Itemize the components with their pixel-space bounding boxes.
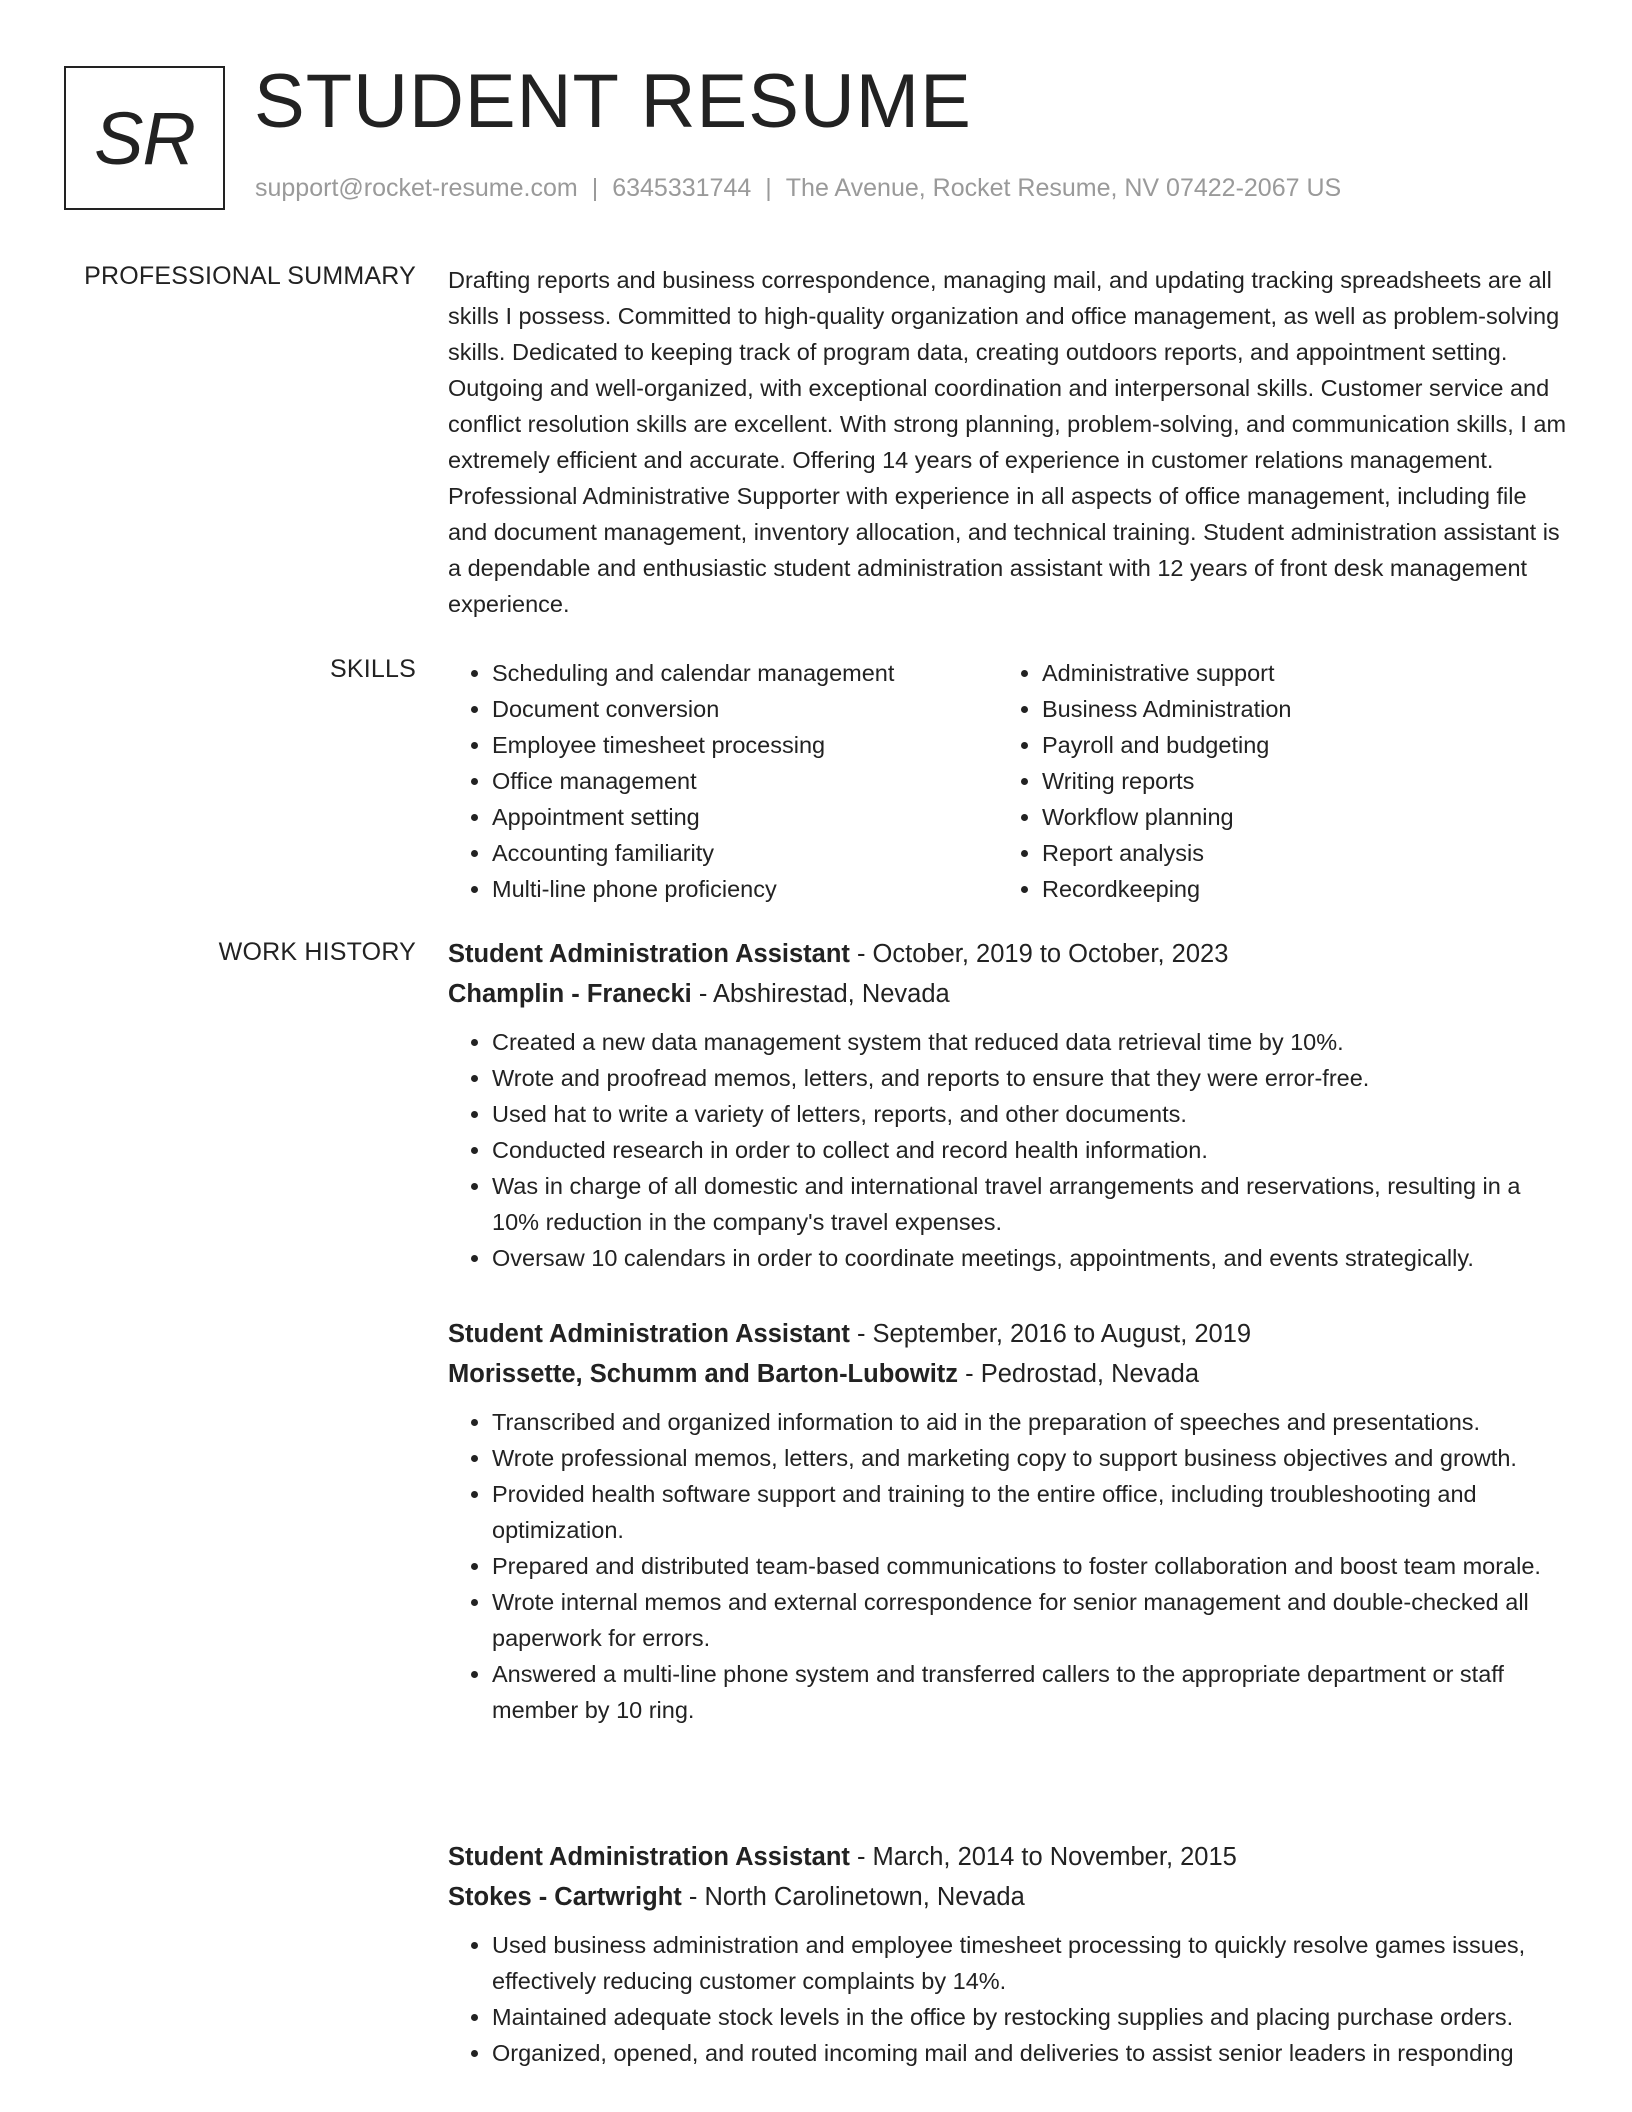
job-bullet: • Was in charge of all domestic and international travel arrangements and reservations, resulting in a 10% reduction in the company's travel expenses. — [492, 1168, 1568, 1240]
skill-item: • Scheduling and calendar management — [492, 655, 998, 691]
job-bullet: • Oversaw 10 calendars in order to coordinate meetings, appointments, and events strategically. — [492, 1240, 1568, 1276]
skill-item: • Accounting familiarity — [492, 835, 998, 871]
job-location: - Pedrostad, Nevada — [958, 1360, 1199, 1388]
job-company-line — [448, 1877, 1568, 1917]
job-bullet: • Transcribed and organized information to aid in the preparation of speeches and presentations. — [492, 1404, 1568, 1440]
job-bullet: • Conducted research in order to collect and record health information. — [492, 1132, 1568, 1168]
skills-columns — [448, 655, 1548, 907]
skill-item: • Business Administration — [1042, 691, 1548, 727]
job-title-line — [448, 1314, 1568, 1354]
page-title: STUDENT RESUME — [254, 59, 972, 144]
skill-item: • Office management — [492, 763, 998, 799]
skill-item: • Report analysis — [1042, 835, 1548, 871]
skills-list-right — [998, 655, 1548, 907]
job-bullet: • Created a new data management system that reduced data retrieval time by 10%. — [492, 1024, 1568, 1060]
job-company: Stokes - Cartwright — [448, 1883, 682, 1911]
job-company-line — [448, 1354, 1568, 1394]
skill-item: • Workflow planning — [1042, 799, 1548, 835]
job-dates: - March, 2014 to November, 2015 — [849, 1843, 1237, 1871]
job-title-line — [448, 934, 1568, 974]
contact-email[interactable]: support@rocket-resume.com — [255, 174, 578, 202]
job-bullet: • Prepared and distributed team-based communications to foster collaboration and boost team morale. — [492, 1548, 1568, 1584]
job-bullets — [448, 1927, 1568, 2071]
monogram-logo: SR — [64, 66, 225, 210]
job-bullet: • Used hat to write a variety of letters, reports, and other documents. — [492, 1096, 1568, 1132]
skill-item: • Appointment setting — [492, 799, 998, 835]
skill-item: • Writing reports — [1042, 763, 1548, 799]
job-bullet: • Provided health software support and training to the entire office, including troubleshooting and optimization. — [492, 1476, 1568, 1548]
skill-item: • Payroll and budgeting — [1042, 727, 1548, 763]
resume-header — [64, 59, 1568, 210]
job-title: Student Administration Assistant — [448, 1843, 850, 1871]
job-entry — [448, 934, 1568, 1276]
contact-address: The Avenue, Rocket Resume, NV 07422-2067 US — [785, 174, 1342, 202]
skill-item: • Employee timesheet processing — [492, 727, 998, 763]
section-heading-summary: PROFESSIONAL SUMMARY — [84, 262, 416, 290]
contact-phone[interactable]: 6345331744 — [612, 174, 752, 202]
job-bullet: • Wrote internal memos and external correspondence for senior management and double-checked all paperwork for errors. — [492, 1584, 1568, 1656]
contact-separator: | — [591, 174, 599, 202]
job-entry — [448, 1837, 1568, 2071]
job-location: - North Carolinetown, Nevada — [681, 1883, 1025, 1911]
job-company: Morissette, Schumm and Barton-Lubowitz — [448, 1360, 959, 1388]
job-company: Champlin - Franecki — [448, 980, 692, 1008]
job-dates: - September, 2016 to August, 2019 — [849, 1320, 1252, 1348]
job-title: Student Administration Assistant — [448, 940, 850, 968]
job-company-line — [448, 974, 1568, 1014]
contact-line — [255, 174, 1341, 203]
section-heading-work-history: WORK HISTORY — [218, 938, 416, 966]
job-title-line — [448, 1837, 1568, 1877]
job-dates: - October, 2019 to October, 2023 — [849, 940, 1229, 968]
section-heading-skills: SKILLS — [330, 655, 416, 683]
job-bullets — [448, 1024, 1568, 1276]
job-title: Student Administration Assistant — [448, 1320, 850, 1348]
skill-item: • Document conversion — [492, 691, 998, 727]
job-bullet: • Maintained adequate stock levels in the office by restocking supplies and placing purchase orders. — [492, 1999, 1568, 2035]
contact-separator: | — [765, 174, 772, 202]
skill-item: • Administrative support — [1042, 655, 1548, 691]
job-bullets — [448, 1404, 1568, 1728]
job-bullet: • Answered a multi-line phone system and transferred callers to the appropriate department or staff member by 10 ring. — [492, 1656, 1568, 1728]
skill-item: • Multi-line phone proficiency — [492, 871, 998, 907]
job-bullet: • Organized, opened, and routed incoming mail and deliveries to assist senior leaders in responding — [492, 2035, 1568, 2071]
job-bullet: • Wrote and proofread memos, letters, and reports to ensure that they were error-free. — [492, 1060, 1568, 1096]
skill-item: • Recordkeeping — [1042, 871, 1548, 907]
job-entry — [448, 1314, 1568, 1728]
skills-list-left — [448, 655, 998, 907]
job-location: - Abshirestad, Nevada — [691, 980, 950, 1008]
job-bullet: • Wrote professional memos, letters, and marketing copy to support business objectives and growth. — [492, 1440, 1568, 1476]
summary-text: Drafting reports and business correspondence, managing mail, and updating tracking spreadsheets are all skills I possess. Committed to high-quality organization and office management, as well as problem-solving skills. Dedicated to keeping track of program data, creating outdoors reports, and appointment setting. Outgoing and well-organized, with exceptional coordination and interpersonal skills. Customer service and conflict resolution skills are excellent. With strong planning, problem-solving, and communication skills, I am extremely efficient and accurate. Offering 14 years of experience in customer relations management. Professional Administrative Supporter with experience in all aspects of office management, including file and document management, inventory allocation, and technical training. Student administration assistant is a dependable and enthusiastic student administration assistant with 12 years of front desk management experience. — [448, 267, 1567, 617]
job-bullet: • Used business administration and employee timesheet processing to quickly resolve games issues, effectively reducing customer complaints by 14%. — [492, 1927, 1568, 1999]
